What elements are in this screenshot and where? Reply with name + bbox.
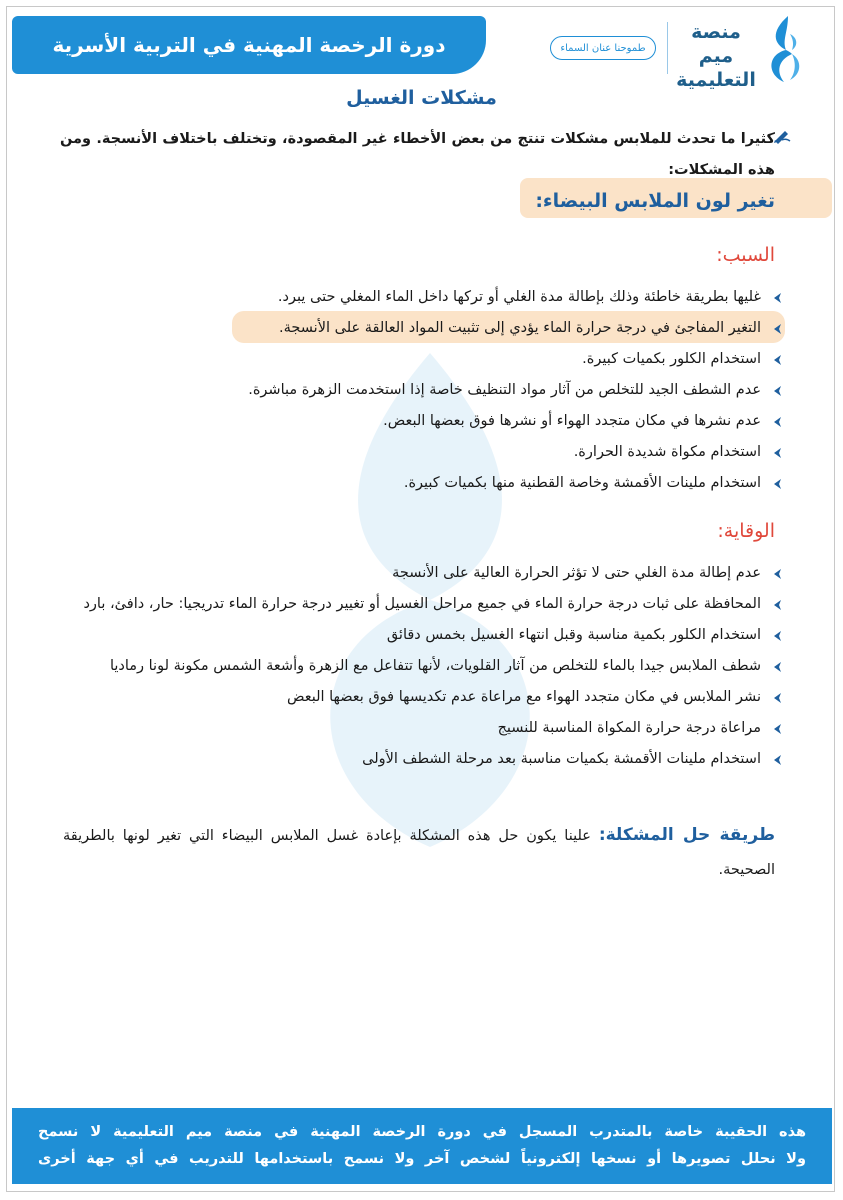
bullet-arrow-icon [773,755,783,765]
bullet-arrow-icon [773,417,783,427]
cause-item-2: التغير المفاجئ في درجة حرارة الماء يؤدي إلى تثبيت المواد العالقة على الأنسجة. [57,313,787,344]
prevention-item-5: نشر الملابس في مكان متجدد الهواء مع مراعاة عدم تكديسها فوق بعضها البعض [57,682,787,713]
prevention-item-3: استخدام الكلور بكمية مناسبة وقبل انتهاء الغسيل بخمس دقائق [57,620,787,651]
header-band [12,16,486,74]
bullet-arrow-icon [773,693,783,703]
logo-text [676,20,756,92]
prevention-item-2: المحافظة على ثبات درجة حرارة الماء في جميع مراحل الغسيل أو تغيير درجة حرارة الماء تدريجيا: حار، دافئ، بارد [57,589,787,620]
solution-paragraph [63,818,775,887]
bullet-arrow-icon [773,324,783,334]
prevention-item-7: استخدام ملينات الأقمشة بكميات مناسبة بعد مرحلة الشطف الأولى [57,744,787,775]
bullet-arrow-icon [773,448,783,458]
bullet-arrow-icon [773,293,783,303]
bullet-arrow-icon [773,631,783,641]
slogan-pill [550,36,656,60]
logo-line-2: التعليمية [676,69,756,91]
causes-list [57,282,787,499]
prevention-list [57,558,787,775]
solution-label: طريقة حل المشكلة: [598,825,775,845]
logo-divider [667,22,668,74]
bullet-arrow-icon [773,479,783,489]
bullet-arrow-icon [773,662,783,672]
prevention-item-6: مراعاة درجة حرارة المكواة المناسبة للنسيج [57,713,787,744]
solution-text: علينا يكون حل هذه المشكلة بإعادة غسل الملابس البيضاء التي تغير لونها بالطريقة الصحيحة. [63,828,775,878]
cause-item-4: عدم الشطف الجيد للتخلص من آثار مواد التنظيف خاصة إذا استخدمت الزهرة مباشرة. [57,375,787,406]
page-title: مشكلات الغسيل [346,87,497,109]
intro-paragraph: كثيرا ما تحدث للملابس مشكلات تنتج من بعض الأخطاء غير المقصودة، وتختلف باختلاف الأنسجة. ومن هذه المشكلات: [60,131,775,178]
logo-flame-icon [762,14,808,84]
cause-item-7: استخدام ملينات الأقمشة وخاصة القطنية منها بكميات كبيرة. [57,468,787,499]
cause-item-3: استخدام الكلور بكميات كبيرة. [57,344,787,375]
slogan-text: طموحنا عنان السماء [560,42,646,54]
bullet-arrow-icon [773,600,783,610]
bullet-arrow-icon [773,724,783,734]
bullet-arrow-icon [773,355,783,365]
footer-band [12,1108,832,1184]
subheading: تغير لون الملابس البيضاء: [535,190,775,212]
causes-heading: السبب: [716,244,775,266]
bullet-arrow-icon [773,386,783,396]
prevention-item-4: شطف الملابس جيدا بالماء للتخلص من آثار القلويات، لأنها تتفاعل مع الزهرة وأشعة الشمس مكونة لونا رماديا [57,651,787,682]
course-title: دورة الرخصة المهنية في التربية الأسرية [52,33,446,57]
pen-icon [773,128,791,144]
footer-line-1: هذه الحقيبة خاصة بالمتدرب المسجل في دورة الرخصة المهنية في منصة ميم التعليمية لا نسمح [38,1124,806,1140]
cause-item-6: استخدام مكواة شديدة الحرارة. [57,437,787,468]
cause-item-5: عدم نشرها في مكان متجدد الهواء أو نشرها فوق بعضها البعض. [57,406,787,437]
cause-item-1: غليها بطريقة خاطئة وذلك بإطالة مدة الغلي أو تركها داخل الماء المغلي حتى يبرد. [57,282,787,313]
prevention-item-1: عدم إطالة مدة الغلي حتى لا تؤثر الحرارة العالية على الأنسجة [57,558,787,589]
prevention-heading: الوقاية: [717,520,775,542]
bullet-arrow-icon [773,569,783,579]
logo-line-1: منصة ميم [691,21,741,67]
footer-line-2: ولا نحلل تصويرها أو نسخها إلكترونياً لشخص آخر ولا نسمح باستخدامها للتدريب في أي جهة أخرى [38,1151,806,1167]
